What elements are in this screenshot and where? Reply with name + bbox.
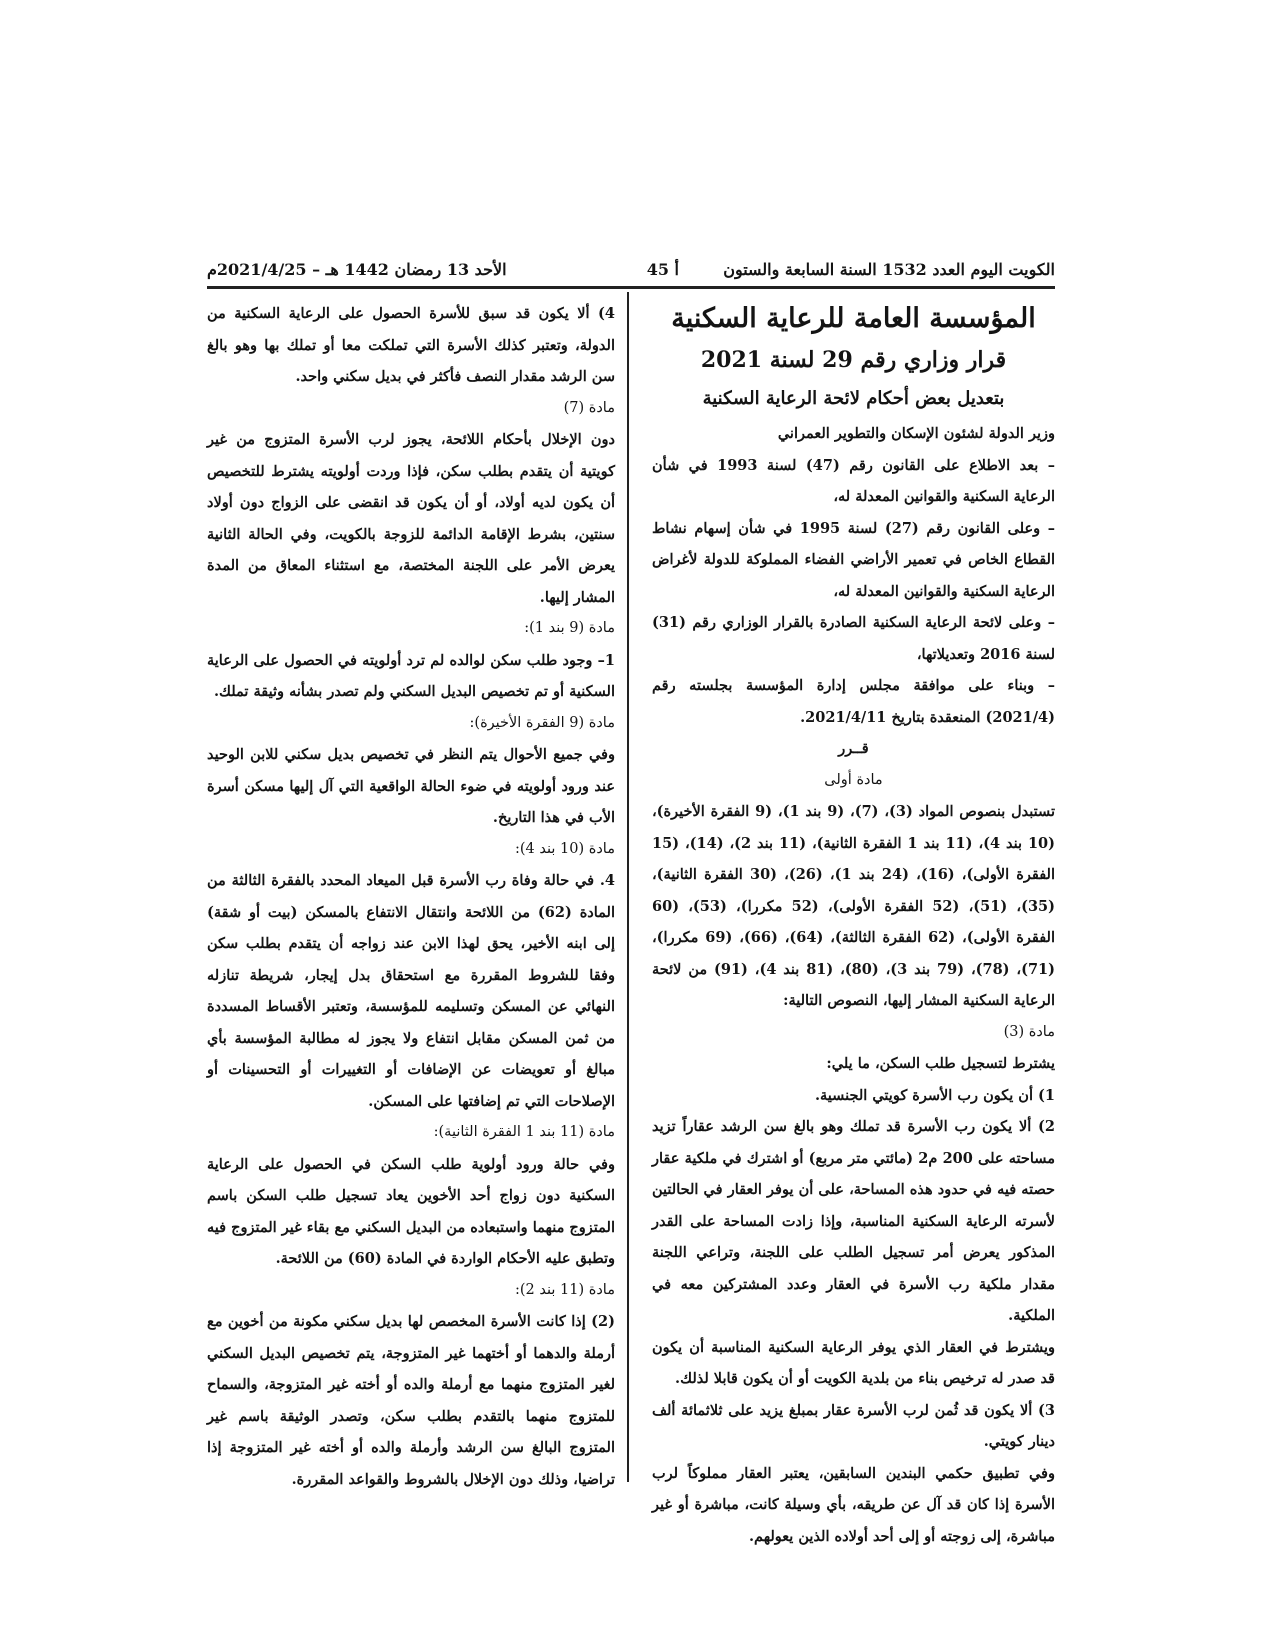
condition-4: 4) ألا يكون قد سبق للأسرة الحصول على الرعاية السكنية من الدولة، وتعتبر كذلك الأسرة التي تملكت معا أو تملك بها وهو بالغ سن الرشد مقدار النصف فأكثر في بديل سكني واحد. xyxy=(207,305,615,385)
preamble-board-approval: – وبناء على موافقة مجلس إدارة المؤسسة بجلسته رقم (2021/4) المنعقدة بتاريخ 2021/4/11. xyxy=(652,677,1055,726)
article-9-1-text: 1– وجود طلب سكن لوالده لم ترد أولويته في الحصول على الرعاية السكنية أو تم تخصيص البديل السكني ولم تصدر بشأنه وثيقة تملك. xyxy=(207,651,615,700)
right-column xyxy=(652,298,1055,1552)
preamble-law-47: – بعد الاطلاع على القانون رقم (47) لسنة 1993 في شأن الرعاية السكنية والقوانين المعدلة له، xyxy=(652,456,1055,505)
page-number: أ 45 xyxy=(646,260,679,279)
article-11-2-text: (2) إذا كانت الأسرة المخصص لها بديل سكني مكونة من أخوين مع أرملة والدهما أو أختهما غير المتزوجة، يتم تخصيص البديل السكني لغير المتزوج منهما مع أرملة والده أو أخته غير المتزوجة، والسماح للمتزوج منهما بالتقدم بطلب سكن، وتصدر الوثيقة باسم غير المتزوج البالغ سن الرشد وأرملة والده أو أخته غير المتزوجة إذا تراضيا، وذلك دون الإخلال بالشروط والقواعد المقررة. xyxy=(207,1313,615,1488)
condition-1: 1) أن يكون رب الأسرة كويتي الجنسية. xyxy=(814,1086,1055,1104)
preamble-regulation-31: – وعلى لائحة الرعاية السكنية الصادرة بالقرار الوزاري رقم (31) لسنة 2016 وتعديلاتها، xyxy=(652,614,1055,663)
page-header xyxy=(207,256,1055,286)
article-7-heading: مادة (7) xyxy=(563,399,615,416)
article-10-4-heading: مادة (10 بند 4): xyxy=(515,840,615,857)
article-9-1-heading: مادة (9 بند 1): xyxy=(524,620,615,636)
article-10-4-text: 4. في حالة وفاة رب الأسرة قبل الميعاد المحدد بالفقرة الثالثة من المادة (62) من اللائحة وانتقال الانتفاع بالمسكن (بيت أو شقة) إلى ابنه الأخير، يحق لهذا الابن عند زواجه أن يتقدم بطلب سكن وفقا للشروط المقررة مع استحقاق بدل إيجار، شريطة تنازله النهائي عن المسكن وتسليمه للمؤسسة، وتعتبر الأقساط المسددة من ثمن المسكن مقابل انتفاع ولا يجوز له مطالبة المؤسسة بأي مبالغ أو تعويضات عن الإضافات أو التغييرات أو التحسينات أو الإصلاحات التي تم إضافتها على المسكن. xyxy=(207,872,615,1110)
preamble-law-27: – وعلى القانون رقم (27) لسنة 1995 في شأن إسهام نشاط القطاع الخاص في تعمير الأراضي الفضاء المملوكة للدولة لأغراض الرعاية السكنية والقوانين المعدلة له، xyxy=(652,519,1055,600)
condition-2-note: ويشترط في العقار الذي يوفر الرعاية السكنية المناسبة أن يكون قد صدر له ترخيص بناء من بلدية الكويت أو أن يكون قابلا لذلك. xyxy=(652,1338,1055,1387)
article-9-last-text: وفي جميع الأحوال يتم النظر في تخصيص بديل سكني للابن الوحيد عند ورود أولويته في ضوء الحالة الواقعية التي آل إليها مسكن أسرة الأب في هذا التاريخ. xyxy=(207,746,615,826)
article-11-2-heading: مادة (11 بند 2): xyxy=(515,1281,615,1298)
issue-date: الأحد 13 رمضان 1442 هـ – 2021/4/25م xyxy=(207,260,507,279)
column-divider xyxy=(627,292,629,1482)
organization-title: المؤسسة العامة للرعاية السكنية xyxy=(671,303,1036,334)
condition-2: 2) ألا يكون رب الأسرة قد تملك وهو بالغ سن الرشد عقاراً تزيد مساحته على 200 م2 (مائتي متر مربع) أو اشترك في ملكية عقار حصته فيه في حدود هذه المساحة، على أن يوفر العقار في الحالتين لأسرته الرعاية السكنية المناسبة، وإذا زادت المساحة على القدر المذكور يعرض أمر تسجيل الطلب على اللجنة، وتراعي اللجنة مقدار ملكية رب الأسرة في العقار وعدد المشتركين معه في الملكية. xyxy=(652,1118,1055,1324)
header-divider xyxy=(207,286,1055,289)
article-11-1-heading: مادة (11 بند 1 الفقرة الثانية): xyxy=(433,1124,615,1140)
article-7-text: دون الإخلال بأحكام اللائحة، يجوز لرب الأسرة المتزوج من غير كويتية أن يتقدم بطلب سكن، فإذا وردت أولويته يشترط للتخصيص أن يكون لديه أولاد، أو أن يكون قد انقضى على الزواج دون أولاد سنتين، بشرط الإقامة الدائمة للزوجة بالكويت، وفي الحالة الثانية يعرض الأمر على اللجنة المختصة، مع استثناء المعاق من المدة المشار إليها. xyxy=(207,431,615,606)
decision-title: قرار وزاري رقم 29 لسنة 2021 xyxy=(700,347,1007,373)
article-3-heading: مادة (3) xyxy=(1003,1023,1055,1040)
decided-heading: قــرر xyxy=(838,740,869,757)
condition-3-note: وفي تطبيق حكمي البندين السابقين، يعتبر العقار مملوكاً لرب الأسرة إذا كان قد آل عن طريقه، بأي وسيلة كانت، مباشرة أو غير مباشرة، إلى زوجته أو إلى أحد أولاده الذين يعولهم. xyxy=(652,1464,1055,1545)
conditions-intro: يشترط لتسجيل طلب السكن، ما يلي: xyxy=(826,1055,1055,1072)
replacement-clause: تستبدل بنصوص المواد (3)، (7)، (9 بند 1)، (9 الفقرة الأخيرة)، (10 بند 4)، (11 بند 1 الفقرة الثانية)، (11 بند 2)، (14)، (15 الفقرة الأولى)، (16)، (24 بند 1)، (26)، (30 الفقرة الثانية)، (35)، (51)، (52 الفقرة الأولى)، (52 مكررا)، (53)، (60 الفقرة الأولى)، (62 الفقرة الثالثة)، (64)، (66)، (69 مكررا)، (71)، (78)، (79 بند 3)، (80)، (81 بند 4)، (91) من لائحة الرعاية السكنية المشار إليها، النصوص التالية: xyxy=(652,803,1056,1009)
condition-3: 3) ألا يكون قد ثُمن لرب الأسرة عقار بمبلغ يزيد على ثلاثمائة ألف دينار كويتي. xyxy=(652,1401,1055,1450)
article-11-1-text: وفي حالة ورود أولوية طلب السكن في الحصول على الرعاية السكنية دون زواج أحد الأخوين يعاد تسجيل طلب السكن باسم المتزوج منهما واستبعاده من البديل السكني مع بقاء غير المتزوج فيه وتطبق عليه الأحكام الواردة في المادة (60) من اللائحة. xyxy=(207,1155,615,1267)
left-column xyxy=(207,298,615,1495)
decision-subtitle: بتعديل بعض أحكام لائحة الرعاية السكنية xyxy=(702,388,1005,409)
publication-info: الكويت اليوم العدد 1532 السنة السابعة والستون xyxy=(723,260,1055,279)
article-first-heading: مادة أولى xyxy=(824,771,883,788)
minister-line: وزير الدولة لشئون الإسكان والتطوير العمراني xyxy=(777,425,1055,442)
article-9-last-heading: مادة (9 الفقرة الأخيرة): xyxy=(469,714,615,731)
